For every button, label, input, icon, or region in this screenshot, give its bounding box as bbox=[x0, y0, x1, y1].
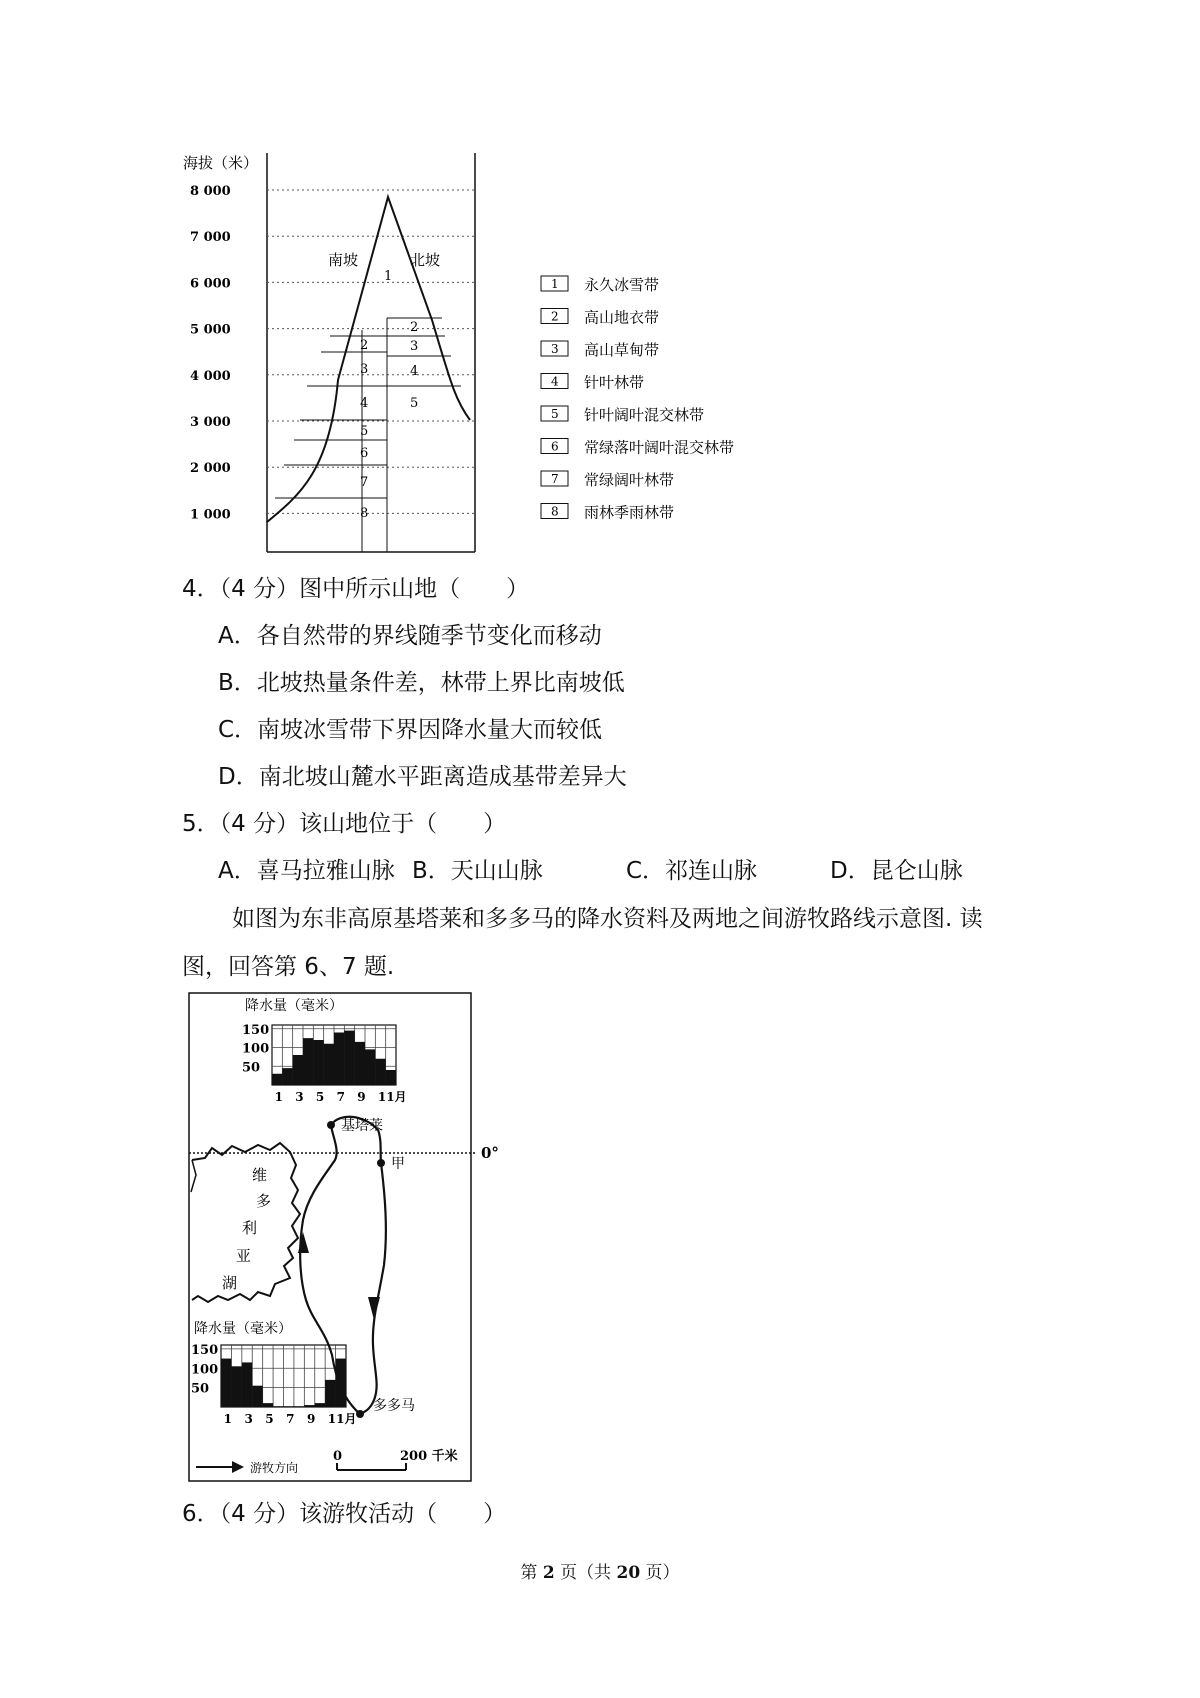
scale-zero-label: 0 bbox=[333, 1449, 343, 1464]
precip-bar bbox=[365, 1049, 375, 1085]
mountain-outline bbox=[267, 197, 470, 522]
precip-bar bbox=[344, 1031, 354, 1085]
q5-stem: 5．（4 分）该山地位于（ ） bbox=[182, 811, 507, 837]
footer-prefix: 第 bbox=[520, 1563, 543, 1583]
chart-x-tick: 3 bbox=[295, 1090, 304, 1104]
chart-y-tick: 50 bbox=[242, 1060, 261, 1076]
route-legend-label: 游牧方向 bbox=[250, 1461, 299, 1475]
precip-bar bbox=[334, 1033, 344, 1086]
precip-bar bbox=[272, 1074, 282, 1085]
y-tick-label: 4 000 bbox=[190, 368, 231, 384]
footer-suffix: 页） bbox=[640, 1563, 680, 1583]
legend-label: 针叶林带 bbox=[584, 373, 645, 392]
precip-bar bbox=[336, 1359, 346, 1407]
legend-label: 高山地衣带 bbox=[584, 308, 660, 327]
y-tick-label: 6 000 bbox=[190, 276, 231, 292]
y-tick-label: 7 000 bbox=[190, 230, 231, 246]
precip-bar bbox=[294, 1406, 304, 1407]
south-zone-7: 7 bbox=[360, 475, 369, 490]
south-zone-3: 3 bbox=[360, 362, 369, 377]
chart-x-tick: 9 bbox=[306, 1412, 316, 1426]
legend-label: 针叶阔叶混交林带 bbox=[584, 406, 705, 424]
q4-option-b: B．北坡热量条件差，林带上界比南坡低 bbox=[218, 670, 625, 696]
precip-bar bbox=[282, 1068, 292, 1085]
intro-line-1: 如图为东非高原基塔莱和多多马的降水资料及两地之间游牧路线示意图. 读 bbox=[232, 906, 983, 932]
precip-bar bbox=[375, 1059, 385, 1085]
south-zone-8: 8 bbox=[360, 506, 369, 521]
north-zone-3: 3 bbox=[410, 339, 419, 354]
bottom-chart-title: 降水量（毫米） bbox=[194, 1321, 292, 1337]
chart-y-tick: 150 bbox=[242, 1022, 270, 1038]
dodoma-point bbox=[356, 1410, 364, 1418]
legend-label: 雨林季雨林带 bbox=[584, 503, 675, 522]
chart-x-tick: 1 bbox=[223, 1412, 232, 1426]
q4-option-d: D．南北坡山麓水平距离造成基带差异大 bbox=[218, 764, 627, 790]
route-arrow-south bbox=[368, 1297, 380, 1320]
y-tick-label: 8 000 bbox=[190, 184, 231, 199]
top-chart-title: 降水量（毫米） bbox=[245, 998, 343, 1014]
legend-label: 高山草甸带 bbox=[584, 341, 660, 359]
legend-number: 2 bbox=[551, 309, 559, 324]
precip-bar bbox=[313, 1040, 323, 1085]
north-slope-label: 北坡 bbox=[410, 251, 441, 269]
q4-stem: 4．（4 分）图中所示山地（ ） bbox=[182, 576, 530, 602]
chart-x-tick: 9 bbox=[357, 1090, 366, 1104]
south-slope-label: 南坡 bbox=[328, 251, 359, 269]
y-tick-label: 5 000 bbox=[190, 322, 231, 338]
legend-number: 3 bbox=[551, 342, 559, 356]
chart-x-tick: 1 bbox=[274, 1090, 283, 1104]
chart-y-tick: 100 bbox=[191, 1362, 219, 1378]
q5-option-d: D．昆仑山脉 bbox=[830, 858, 963, 884]
nomad-route-return bbox=[300, 1125, 360, 1414]
legend-number: 1 bbox=[551, 277, 559, 291]
summit-zone-number: 1 bbox=[384, 269, 393, 284]
precip-bar bbox=[315, 1403, 325, 1407]
precip-bar bbox=[355, 1042, 365, 1085]
kitale-precip-chart bbox=[242, 1023, 407, 1104]
precip-bar bbox=[303, 1038, 313, 1085]
q5-option-a: A．喜马拉雅山脉 bbox=[218, 858, 395, 884]
chart-x-tick: 5 bbox=[315, 1090, 325, 1104]
south-zone-6: 6 bbox=[360, 446, 369, 461]
south-zone-4: 4 bbox=[360, 396, 369, 411]
legend-number: 4 bbox=[551, 374, 559, 389]
chart-x-tick: 11月 bbox=[377, 1090, 407, 1104]
precip-bar bbox=[221, 1359, 231, 1407]
scale-end-label: 200 千米 bbox=[400, 1449, 458, 1464]
lake-char-1: 维 bbox=[252, 1166, 268, 1184]
kitale-point bbox=[327, 1121, 335, 1129]
lake-char-3: 利 bbox=[242, 1219, 258, 1237]
footer-page-number: 2 bbox=[542, 1563, 555, 1583]
equator-label: 0° bbox=[481, 1144, 499, 1162]
q6-stem: 6．（4 分）该游牧活动（ ） bbox=[182, 1501, 507, 1527]
q5-option-b: B．天山山脉 bbox=[412, 858, 543, 884]
precip-bar bbox=[304, 1405, 314, 1407]
legend-number: 5 bbox=[551, 407, 559, 421]
chart-y-tick: 150 bbox=[191, 1342, 219, 1358]
legend-label: 常绿阔叶林带 bbox=[584, 471, 675, 489]
legend-number: 7 bbox=[551, 472, 559, 486]
intro-line-2: 图，回答第 6、7 题. bbox=[182, 954, 395, 980]
legend-number: 6 bbox=[551, 439, 559, 454]
chart-x-tick: 5 bbox=[265, 1412, 274, 1426]
north-zone-2: 2 bbox=[410, 320, 419, 335]
lake-char-2: 多 bbox=[256, 1192, 272, 1210]
y-axis-label: 海拔（米） bbox=[183, 154, 259, 172]
nomad-route-map bbox=[0, 985, 1200, 1485]
mountain-zone-figure bbox=[0, 0, 1200, 560]
kitale-label: 基塔莱 bbox=[341, 1118, 383, 1134]
chart-y-tick: 100 bbox=[242, 1041, 270, 1057]
north-zone-4: 4 bbox=[410, 364, 419, 379]
y-tick-label: 3 000 bbox=[190, 415, 231, 430]
chart-x-tick: 7 bbox=[336, 1090, 345, 1104]
precip-bar bbox=[386, 1070, 396, 1085]
lake-west-shore bbox=[191, 1160, 196, 1192]
page-footer bbox=[0, 1558, 1200, 1583]
footer-middle: 页（共 bbox=[554, 1563, 617, 1583]
legend-label: 永久冰雪带 bbox=[584, 276, 660, 294]
route-legend-arrow-icon bbox=[196, 1461, 244, 1473]
footer-total-pages: 20 bbox=[616, 1563, 641, 1583]
jia-label: 甲 bbox=[391, 1156, 405, 1172]
y-tick-label: 1 000 bbox=[190, 507, 231, 523]
legend-label: 常绿落叶阔叶混交林带 bbox=[584, 438, 735, 457]
q4-option-c: C．南坡冰雪带下界因降水量大而较低 bbox=[218, 717, 603, 743]
precip-bar bbox=[231, 1366, 241, 1407]
legend-number: 8 bbox=[551, 504, 559, 519]
zone-legend bbox=[541, 276, 734, 522]
chart-x-tick: 7 bbox=[286, 1412, 295, 1426]
north-zone-5: 5 bbox=[410, 396, 419, 411]
precip-bar bbox=[273, 1406, 283, 1407]
precip-bar bbox=[242, 1362, 252, 1407]
lake-char-4: 亚 bbox=[236, 1247, 252, 1265]
south-zone-5: 5 bbox=[360, 424, 369, 439]
q5-option-c: C．祁连山脉 bbox=[626, 858, 758, 884]
q4-option-a: A．各自然带的界线随季节变化而移动 bbox=[218, 623, 602, 649]
chart-y-tick: 50 bbox=[191, 1381, 210, 1397]
dodoma-label: 多多马 bbox=[373, 1398, 415, 1414]
precip-bar bbox=[263, 1403, 273, 1407]
lake-char-5: 湖 bbox=[222, 1274, 238, 1292]
precip-bar bbox=[325, 1380, 335, 1407]
precip-bar bbox=[293, 1055, 303, 1085]
south-zone-2: 2 bbox=[360, 338, 369, 353]
y-tick-label: 2 000 bbox=[190, 461, 231, 477]
jia-point bbox=[377, 1159, 385, 1167]
precip-bar bbox=[284, 1406, 294, 1407]
chart-x-tick: 11月 bbox=[327, 1412, 357, 1426]
precip-bar bbox=[324, 1044, 334, 1085]
precip-bar bbox=[252, 1386, 262, 1407]
chart-x-tick: 3 bbox=[244, 1412, 253, 1426]
